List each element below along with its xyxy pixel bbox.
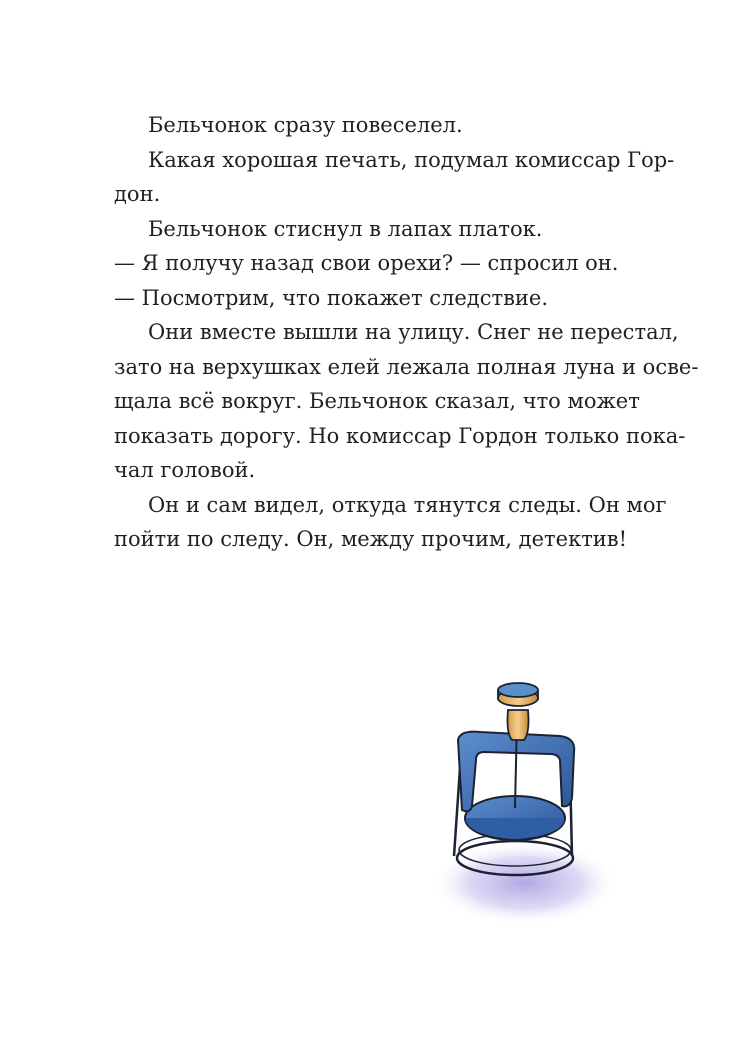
paragraph-line: чал головой. <box>114 458 256 482</box>
paragraph-line: Какая хорошая печать, подумал комиссар Гор- <box>148 147 675 172</box>
rubber-stamp-illustration <box>420 678 620 928</box>
stamp-knob-top <box>498 683 538 697</box>
paragraph-line: Бельчонок сразу повеселел. <box>148 113 463 137</box>
story-text <box>114 108 699 557</box>
paragraph-line: Он и сам видел, откуда тянутся следы. Он мог <box>148 492 667 517</box>
paragraph-line: Они вместе вышли на улицу. Снег не перестал, <box>148 320 679 344</box>
dialogue-line: — Я получу назад свои орехи? — спросил он. <box>114 251 619 275</box>
paragraph-line: Бельчонок стиснул в лапах платок. <box>148 216 543 241</box>
paragraph-line: щала всё вокруг. Бельчонок сказал, что может <box>114 389 640 413</box>
paragraph-line: зато на верхушках елей лежала полная луна и осве- <box>114 354 699 379</box>
paragraph-line: пойти по следу. Он, между прочим, детектив! <box>114 527 628 551</box>
paragraph-line: показать дорогу. Но комиссар Гордон только пока- <box>114 423 686 448</box>
stamp-handle <box>508 710 529 740</box>
dialogue-line: — Посмотрим, что покажет следствие. <box>114 285 549 310</box>
stamp-frame-left <box>454 768 460 856</box>
paragraph-line: дон. <box>114 182 161 206</box>
stamp-pad-rim <box>465 818 565 840</box>
rubber-stamp-icon <box>420 678 620 928</box>
